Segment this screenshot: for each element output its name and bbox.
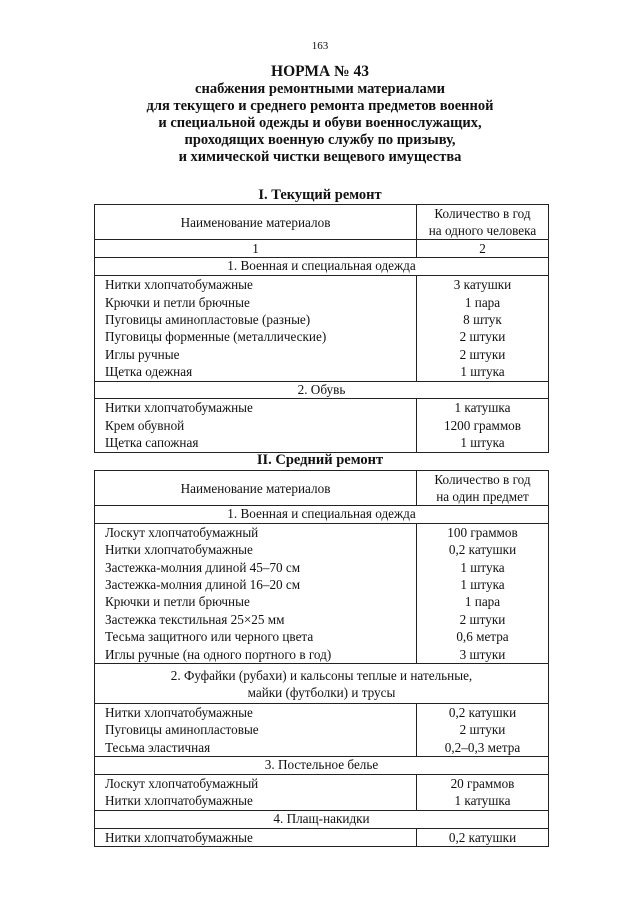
item-qty: 3 катушки	[417, 276, 549, 294]
item-qty: 20 граммов	[417, 775, 549, 793]
item-qty: 2 штуки	[417, 721, 549, 738]
item-name: Нитки хлопчатобумажные	[95, 276, 417, 294]
table-row	[95, 363, 549, 381]
title-line-6: и химической чистки вещевого имущества	[178, 149, 462, 165]
group-row	[95, 506, 549, 524]
item-name: Крючки и петли брючные	[95, 294, 417, 311]
item-qty: 0,2 катушки	[417, 704, 549, 722]
item-name: Иглы ручные	[95, 346, 417, 363]
item-name: Крем обувной	[95, 417, 417, 434]
item-name: Нитки хлопчатобумажные	[95, 704, 417, 722]
table-header-row	[95, 205, 549, 240]
item-qty: 1 штука	[417, 559, 549, 576]
table-row	[95, 559, 549, 576]
group-row	[95, 757, 549, 775]
table-header-row	[95, 471, 549, 506]
column-number-row	[95, 240, 549, 258]
item-name: Тесьма защитного или черного цвета	[95, 628, 417, 645]
table-row	[95, 541, 549, 558]
table-row	[95, 739, 549, 757]
item-name: Нитки хлопчатобумажные	[95, 541, 417, 558]
table-row	[95, 628, 549, 645]
title-line-3: для текущего и среднего ремонта предметов военной	[146, 98, 494, 114]
table-row	[95, 792, 549, 810]
col-header-qty-line1: Количество в год	[434, 472, 531, 487]
item-name: Тесьма эластичная	[95, 739, 417, 757]
item-name: Лоскут хлопчатобумажный	[95, 523, 417, 541]
item-qty: 0,2 катушки	[417, 828, 549, 846]
table-row	[95, 311, 549, 328]
table-row	[95, 276, 549, 294]
table-row	[95, 399, 549, 417]
table-row	[95, 523, 549, 541]
item-name: Пуговицы аминопластовые	[95, 721, 417, 738]
group-title: 4. Плащ-накидки	[95, 810, 549, 828]
item-qty: 1 пара	[417, 593, 549, 610]
title-line-1: НОРМА № 43	[271, 63, 369, 80]
section1-heading: I. Текущий ремонт	[258, 187, 382, 203]
item-qty: 1 штука	[417, 363, 549, 381]
group-title: 3. Постельное белье	[95, 757, 549, 775]
item-qty: 0,2 катушки	[417, 541, 549, 558]
item-qty: 1 катушка	[417, 399, 549, 417]
group-row	[95, 664, 549, 704]
table-row	[95, 721, 549, 738]
title-line-4: и специальной одежды и обуви военнослужащих,	[158, 115, 482, 131]
table-row	[95, 775, 549, 793]
col-header-name: Наименование материалов	[95, 205, 417, 240]
section2-heading: II. Средний ремонт	[256, 452, 384, 468]
item-qty: 1200 граммов	[417, 417, 549, 434]
item-qty: 2 штуки	[417, 328, 549, 345]
item-qty: 1 пара	[417, 294, 549, 311]
item-name: Застежка текстильная 25×25 мм	[95, 611, 417, 628]
page-number: 163	[311, 40, 329, 52]
item-name: Щетка одежная	[95, 363, 417, 381]
item-name: Крючки и петли брючные	[95, 593, 417, 610]
group-title: 2. Обувь	[95, 381, 549, 399]
item-qty: 8 штук	[417, 311, 549, 328]
item-qty: 1 штука	[417, 434, 549, 452]
item-name: Застежка-молния длиной 45–70 см	[95, 559, 417, 576]
group-title: 1. Военная и специальная одежда	[95, 506, 549, 524]
col-number-1: 1	[95, 240, 417, 258]
item-qty: 100 граммов	[417, 523, 549, 541]
item-name: Щетка сапожная	[95, 434, 417, 452]
table-row	[95, 328, 549, 345]
group-row	[95, 258, 549, 276]
col-header-qty-line2: на один предмет	[436, 489, 529, 504]
table-row	[95, 417, 549, 434]
item-qty: 3 штуки	[417, 646, 549, 664]
item-qty: 1 катушка	[417, 792, 549, 810]
col-header-qty	[417, 205, 549, 240]
item-qty: 0,6 метра	[417, 628, 549, 645]
table-row	[95, 828, 549, 846]
item-qty: 1 штука	[417, 576, 549, 593]
table-row	[95, 611, 549, 628]
document-title	[0, 63, 640, 166]
item-name: Пуговицы аминопластовые (разные)	[95, 311, 417, 328]
col-header-name: Наименование материалов	[95, 471, 417, 506]
table-row	[95, 434, 549, 452]
item-name: Застежка-молния длиной 16–20 см	[95, 576, 417, 593]
item-name: Нитки хлопчатобумажные	[95, 399, 417, 417]
group-row	[95, 810, 549, 828]
table-row	[95, 346, 549, 363]
item-name: Иглы ручные (на одного портного в год)	[95, 646, 417, 664]
group-row	[95, 381, 549, 399]
group-title	[95, 664, 549, 704]
group-title-line2: майки (футболки) и трусы	[247, 684, 396, 700]
section1-table	[94, 204, 549, 453]
item-qty: 2 штуки	[417, 346, 549, 363]
item-name: Лоскут хлопчатобумажный	[95, 775, 417, 793]
item-name: Пуговицы форменные (металлические)	[95, 328, 417, 345]
col-header-qty-line1: Количество в год	[434, 206, 531, 221]
item-qty: 0,2–0,3 метра	[417, 739, 549, 757]
title-line-5: проходящих военную службу по призыву,	[184, 132, 456, 148]
group-title: 1. Военная и специальная одежда	[95, 258, 549, 276]
table-row	[95, 294, 549, 311]
col-header-qty-line2: на одного человека	[428, 223, 537, 238]
table-row	[95, 576, 549, 593]
table-row	[95, 593, 549, 610]
table-row	[95, 646, 549, 664]
item-name: Нитки хлопчатобумажные	[95, 792, 417, 810]
item-qty: 2 штуки	[417, 611, 549, 628]
item-name: Нитки хлопчатобумажные	[95, 828, 417, 846]
group-title-line1: 2. Фуфайки (рубахи) и кальсоны теплые и нательные,	[170, 667, 473, 683]
table-row	[95, 704, 549, 722]
title-line-2: снабжения ремонтными материалами	[195, 81, 445, 97]
col-number-2: 2	[417, 240, 549, 258]
col-header-qty	[417, 471, 549, 506]
section2-table	[94, 470, 549, 847]
